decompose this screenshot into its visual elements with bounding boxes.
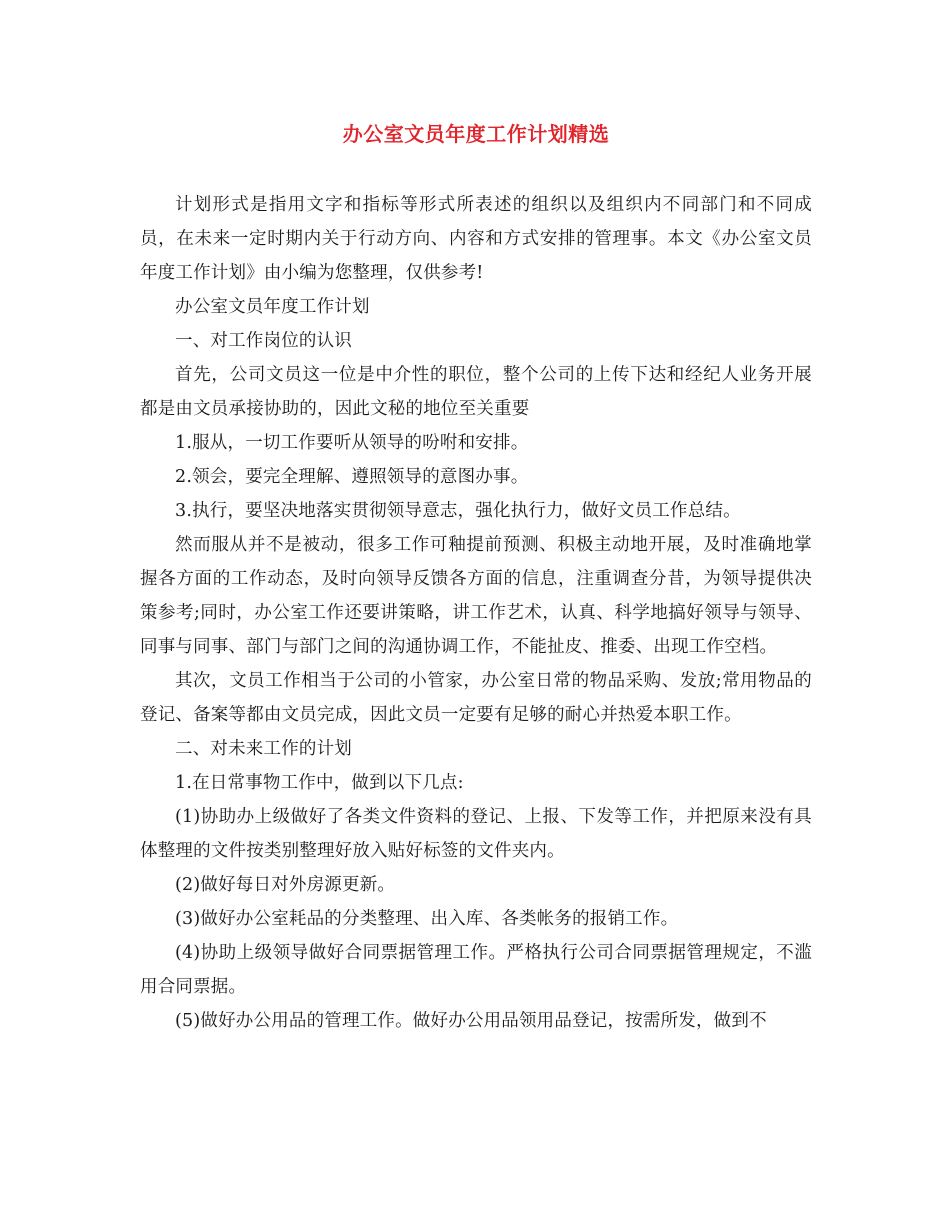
list-item: 1.在日常事物工作中，做到以下几点: xyxy=(175,773,464,793)
document-page xyxy=(140,118,812,1038)
sub-list-item: (4)协助上级领导做好合同票据管理工作。严格执行公司合同票据管理规定，不滥用合同票据。 xyxy=(140,943,812,997)
paragraph-subtitle: 办公室文员年度工作计划 xyxy=(175,297,370,317)
list-item: 1.服从，一切工作要听从领导的吩咐和安排。 xyxy=(175,433,529,453)
sub-list-item: (2)做好每日对外房源更新。 xyxy=(175,875,396,895)
paragraph: 然而服从并不是被动，很多工作可釉提前预测、积极主动地开展，及时准确地掌握各方面的工作动态，及时向领导反馈各方面的信息，注重调查分昔，为领导提供决策参考;同时，办公室工作还要讲策略，讲工作艺术，认真、科学地搞好领导与领导、同事与同事、部门与部门之间的沟通协调工作，不能扯皮、推委、出现工作空档。 xyxy=(140,535,812,657)
list-item: 2.领会，要完全理解、遵照领导的意图办事。 xyxy=(175,467,529,487)
document-body xyxy=(140,188,812,1038)
section-heading-2: 二、对未来工作的计划 xyxy=(175,739,352,759)
paragraph-intro: 计划形式是指用文字和指标等形式所表述的组织以及组织内不同部门和不同成员，在未来一定时期内关于行动方向、内容和方式安排的管理事。本文《办公室文员年度工作计划》由小编为您整理，仅供参考! xyxy=(140,195,812,283)
section-heading-1: 一、对工作岗位的认识 xyxy=(175,331,352,351)
sub-list-item: (1)协助办上级做好了各类文件资料的登记、上报、下发等工作，并把原来没有具体整理的文件按类别整理好放入贴好标签的文件夹内。 xyxy=(140,807,812,861)
sub-list-item: (3)做好办公室耗品的分类整理、出入库、各类帐务的报销工作。 xyxy=(175,909,679,929)
paragraph: 首先，公司文员这一位是中介性的职位，整个公司的上传下达和经纪人业务开展都是由文员承接协助的，因此文秘的地位至关重要 xyxy=(140,365,812,419)
sub-list-item: (5)做好办公用品的管理工作。做好办公用品领用品登记，按需所发，做到不 xyxy=(175,1011,767,1031)
paragraph: 其次，文员工作相当于公司的小管家，办公室日常的物品采购、发放;常用物品的登记、备案等都由文员完成，因此文员一定要有足够的耐心并热爱本职工作。 xyxy=(140,671,812,725)
document-title: 办公室文员年度工作计划精选 xyxy=(342,122,610,146)
list-item: 3.执行，要坚决地落实贯彻领导意志，强化执行力，做好文员工作总结。 xyxy=(175,501,741,521)
